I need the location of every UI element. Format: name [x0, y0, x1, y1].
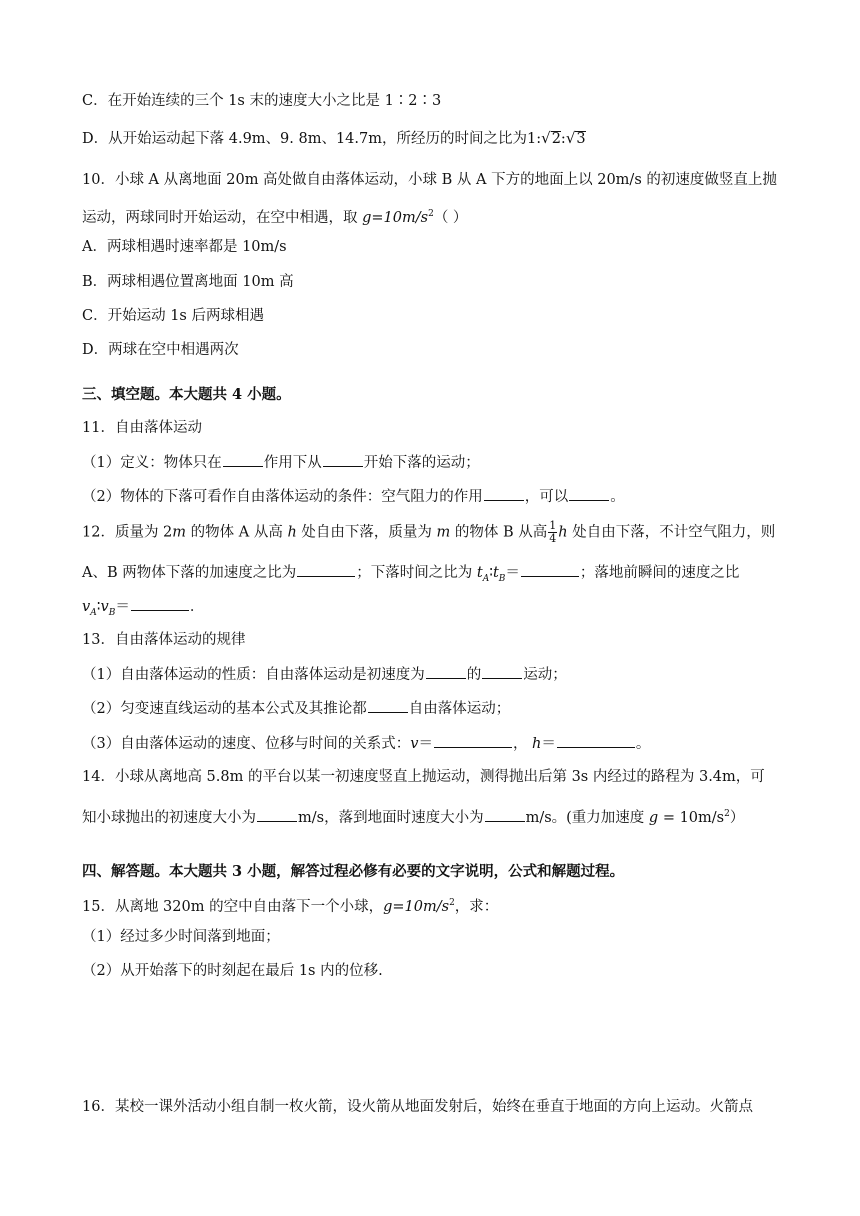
q13-line3: （3）自由落体运动的速度、位移与时间的关系式：v＝ ， h＝ 。	[82, 733, 650, 754]
q16-line1: 16．某校一课外活动小组自制一枚火箭，设火箭从地面发射后，始终在垂直于地面的方向上运动。火箭点	[82, 1099, 753, 1115]
q13-title: 13．自由落体运动的规律	[82, 632, 246, 648]
ratio-sqrt3: 3	[576, 131, 586, 147]
q11-line2: （2）物体的下落可看作自由落体运动的条件：空气阻力的作用 ，可以 。	[82, 486, 625, 507]
ratio-sqrt2: 2	[551, 131, 561, 147]
q12-line2: A、B 两物体下落的加速度之比为 ；下落时间之比为 $t_A∶t_B=$ ；落地前瞬间的速度之比	[82, 562, 739, 589]
option-d: D．从开始运动起下落 4.9m、9. 8m、14.7m，所经历的时间之比为1:√2:√3	[82, 129, 586, 147]
answer-blank[interactable]	[485, 807, 525, 822]
q14-line1: 14．小球从离地高 5.8m 的平台以某一初速度竖直上抛运动，测得抛出后第 3s 内经过的路程为 3.4m，可	[82, 769, 765, 785]
q15-part2: （2）从开始落下的时刻起在最后 1s 内的位移.	[82, 963, 383, 979]
q14-line2: 知小球抛出的初速度大小为 m/s，落到地面时速度大小为 m/s。(重力加速度 $g = 10m/s^2$）	[82, 804, 744, 828]
option-c: C．在开始连续的三个 1s 末的速度大小之比是 1∶2∶3	[82, 93, 442, 109]
g-value: g=10m/s	[362, 209, 429, 226]
section-3-title: 三、填空题。本大题共 4 小题。	[82, 386, 291, 403]
q15-line1: 15．从离地 320m 的空中自由落下一个小球，$g=10m/s^2$，求：	[82, 898, 499, 915]
q10-option-c: C．开始运动 1s 后两球相遇	[82, 308, 264, 324]
fraction-one-quarter: $\frac{1}{4}$	[549, 519, 557, 545]
q11-title: 11．自由落体运动	[82, 420, 202, 436]
q13-line1: （1）自由落体运动的性质：自由落体运动是初速度为 的 运动；	[82, 664, 567, 685]
answer-blank[interactable]	[426, 664, 466, 679]
q10-option-b: B．两球相遇位置离地面 10m 高	[82, 274, 294, 290]
q12-line1: 12．质量为 2m 的物体 A 从高 h 处自由下落，质量为 m 的物体 B 从高 $\frac{1}{4}$ h 处自由下落，不计空气阻力，则	[82, 519, 776, 545]
answer-blank[interactable]	[297, 562, 355, 577]
ratio-1: 1	[527, 131, 537, 147]
answer-blank[interactable]	[223, 452, 263, 467]
q15-part1: （1）经过多少时间落到地面；	[82, 929, 280, 945]
answer-blank[interactable]	[569, 486, 609, 501]
answer-blank[interactable]	[484, 486, 524, 501]
q10-stem-line2: 运动，两球同时开始运动，在空中相遇，取 $g=10m/s^2$（ ）	[82, 209, 468, 226]
q10-option-a: A．两球相遇时速率都是 10m/s	[82, 239, 287, 255]
option-d-text: D．从开始运动起下落 4.9m、9. 8m、14.7m，所经历的时间之比为	[82, 131, 527, 147]
q11-line1: （1）定义：物体只在 作用下从 开始下落的运动；	[82, 452, 480, 473]
answer-blank[interactable]	[131, 596, 189, 611]
q12-line3: $v_A∶v_B=$ ．	[82, 596, 204, 623]
section-4-title: 四、解答题。本大题共 3 小题，解答过程必修有必要的文字说明，公式和解题过程。	[82, 863, 625, 880]
answer-blank[interactable]	[482, 664, 522, 679]
q13-line2: （2）匀变速直线运动的基本公式及其推论都 自由落体运动；	[82, 698, 510, 719]
answer-blank[interactable]	[521, 562, 579, 577]
answer-blank[interactable]	[434, 733, 512, 748]
answer-blank[interactable]	[257, 807, 297, 822]
answer-blank[interactable]	[557, 733, 635, 748]
q10-option-d: D．两球在空中相遇两次	[82, 342, 239, 358]
q10-stem-line1: 10．小球 A 从离地面 20m 高处做自由落体运动，小球 B 从 A 下方的地面上以 20m/s 的初速度做竖直上抛	[82, 172, 777, 188]
answer-blank[interactable]	[368, 698, 408, 713]
answer-blank[interactable]	[323, 452, 363, 467]
